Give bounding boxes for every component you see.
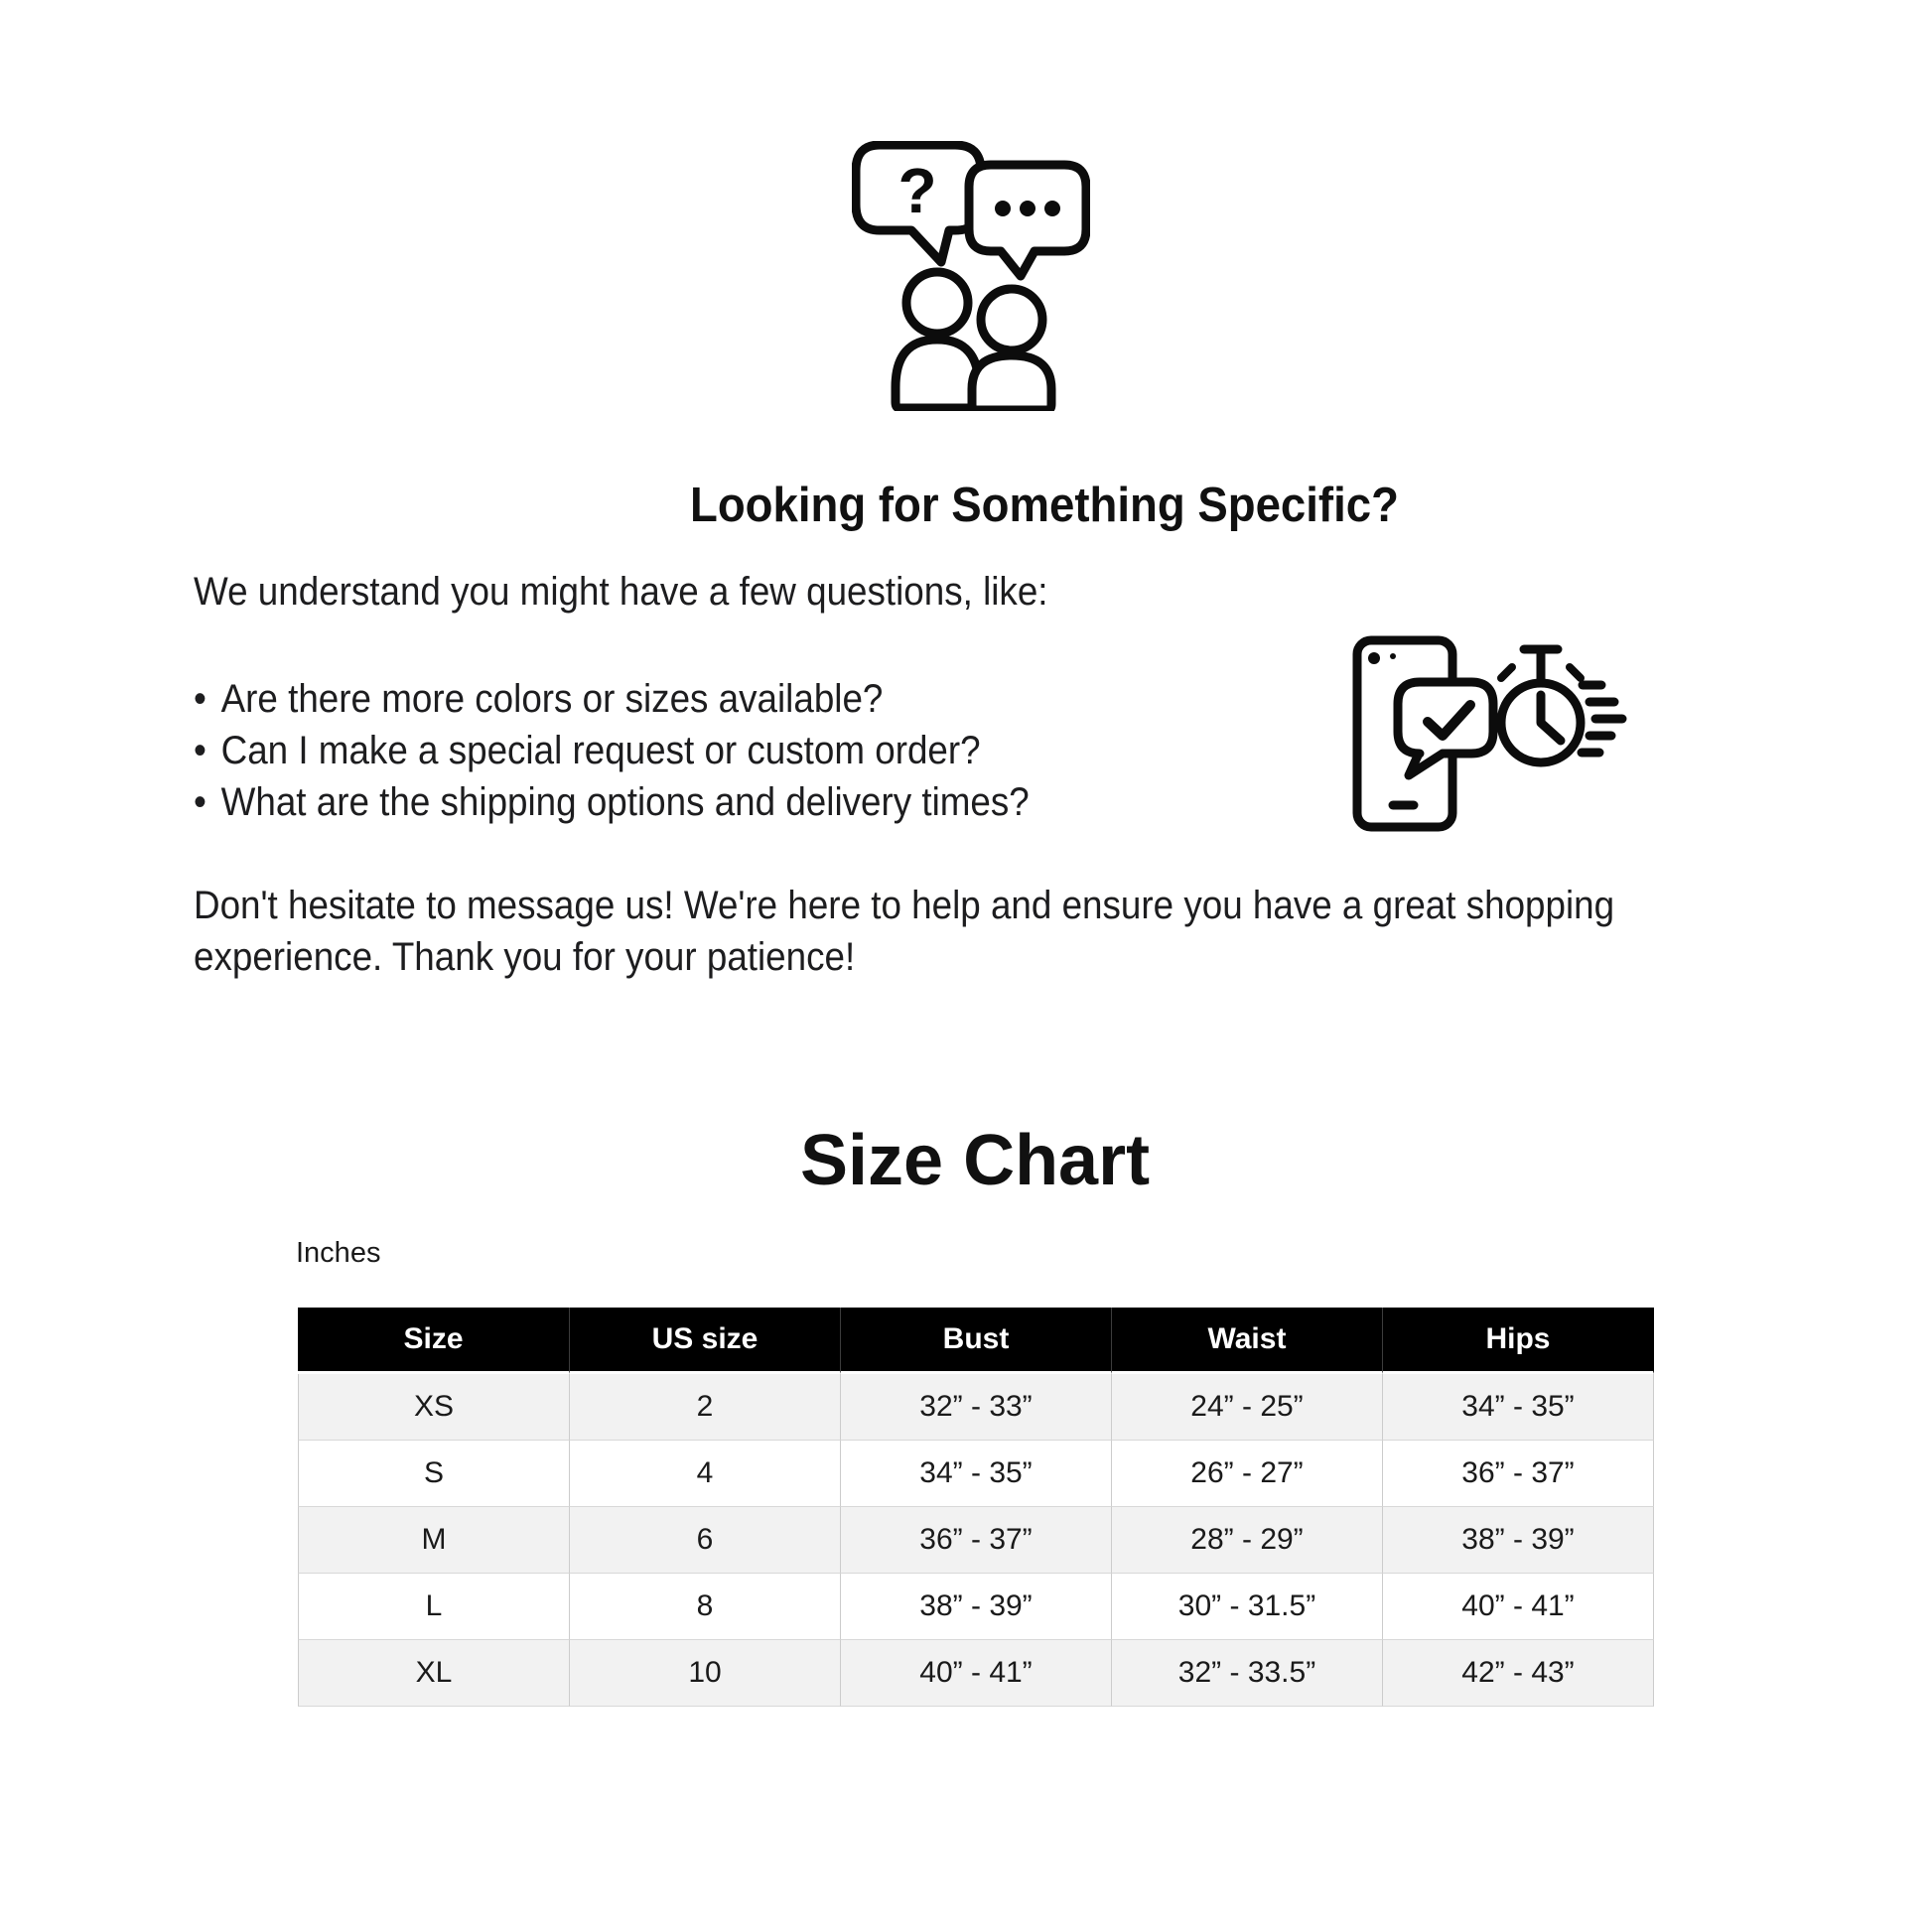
ellipsis-dots	[995, 201, 1060, 216]
size-chart-title: Size Chart	[800, 1121, 1151, 1200]
table-row	[298, 1640, 1654, 1707]
table-cell: L	[298, 1574, 570, 1640]
table-cell: 8	[570, 1574, 841, 1640]
table-row	[298, 1574, 1654, 1640]
faq-bullet-text: Are there more colors or sizes available?	[220, 677, 884, 721]
column-header: Hips	[1383, 1308, 1654, 1374]
table-cell: S	[298, 1441, 570, 1507]
table-cell: 38” - 39”	[841, 1574, 1112, 1640]
column-header: Size	[298, 1308, 570, 1374]
person-right	[972, 289, 1051, 410]
table-cell: 32” - 33”	[841, 1374, 1112, 1441]
table-cell: 40” - 41”	[1383, 1574, 1654, 1640]
table-cell: 2	[570, 1374, 841, 1441]
speed-lines	[1582, 685, 1622, 753]
spacer	[194, 828, 1614, 880]
table-cell: 34” - 35”	[1383, 1374, 1654, 1441]
table-cell: 30” - 31.5”	[1112, 1574, 1383, 1640]
page-title: Looking for Something Specific?	[690, 479, 1399, 532]
table-cell: 32” - 33.5”	[1112, 1640, 1383, 1707]
outro-line: experience. Thank you for your patience!	[194, 935, 856, 979]
table-cell: 34” - 35”	[841, 1441, 1112, 1507]
bullet-marker: •	[194, 780, 207, 824]
column-header: Waist	[1112, 1308, 1383, 1374]
table-cell: 36” - 37”	[841, 1507, 1112, 1574]
table-cell: 28” - 29”	[1112, 1507, 1383, 1574]
table-cell: 38” - 39”	[1383, 1507, 1654, 1574]
phone-fast-reply-icon	[1350, 635, 1633, 834]
table-cell: 40” - 41”	[841, 1640, 1112, 1707]
stopwatch	[1501, 649, 1581, 762]
table-cell: 24” - 25”	[1112, 1374, 1383, 1441]
outro-line: Don't hesitate to message us! We're here to help and ensure you have a great shopping	[194, 884, 1615, 927]
intro-line: We understand you might have a few questions, like:	[194, 570, 1048, 614]
bullet-marker: •	[194, 677, 207, 721]
faq-bullet-text: Can I make a special request or custom order?	[220, 729, 981, 772]
column-header: US size	[570, 1308, 841, 1374]
column-header: Bust	[841, 1308, 1112, 1374]
faq-bullet-text: What are the shipping options and delivery times?	[220, 780, 1030, 824]
ellipsis-bubble	[969, 165, 1086, 276]
table-cell: M	[298, 1507, 570, 1574]
question-mark-glyph: ?	[897, 155, 937, 226]
person-left	[896, 272, 979, 408]
table-row	[298, 1441, 1654, 1507]
table-row	[298, 1374, 1654, 1441]
size-chart-unit-label: Inches	[296, 1237, 381, 1269]
table-cell: 10	[570, 1640, 841, 1707]
table-cell: 4	[570, 1441, 841, 1507]
bullet-marker: •	[194, 729, 207, 772]
table-cell: 26” - 27”	[1112, 1441, 1383, 1507]
size-chart-header	[298, 1308, 1654, 1374]
chat-question-icon	[852, 141, 1090, 411]
table-cell: XL	[298, 1640, 570, 1707]
table-cell: 42” - 43”	[1383, 1640, 1654, 1707]
table-cell: XS	[298, 1374, 570, 1441]
table-cell: 36” - 37”	[1383, 1441, 1654, 1507]
table-row	[298, 1507, 1654, 1574]
table-cell: 6	[570, 1507, 841, 1574]
size-chart-table	[298, 1308, 1654, 1707]
